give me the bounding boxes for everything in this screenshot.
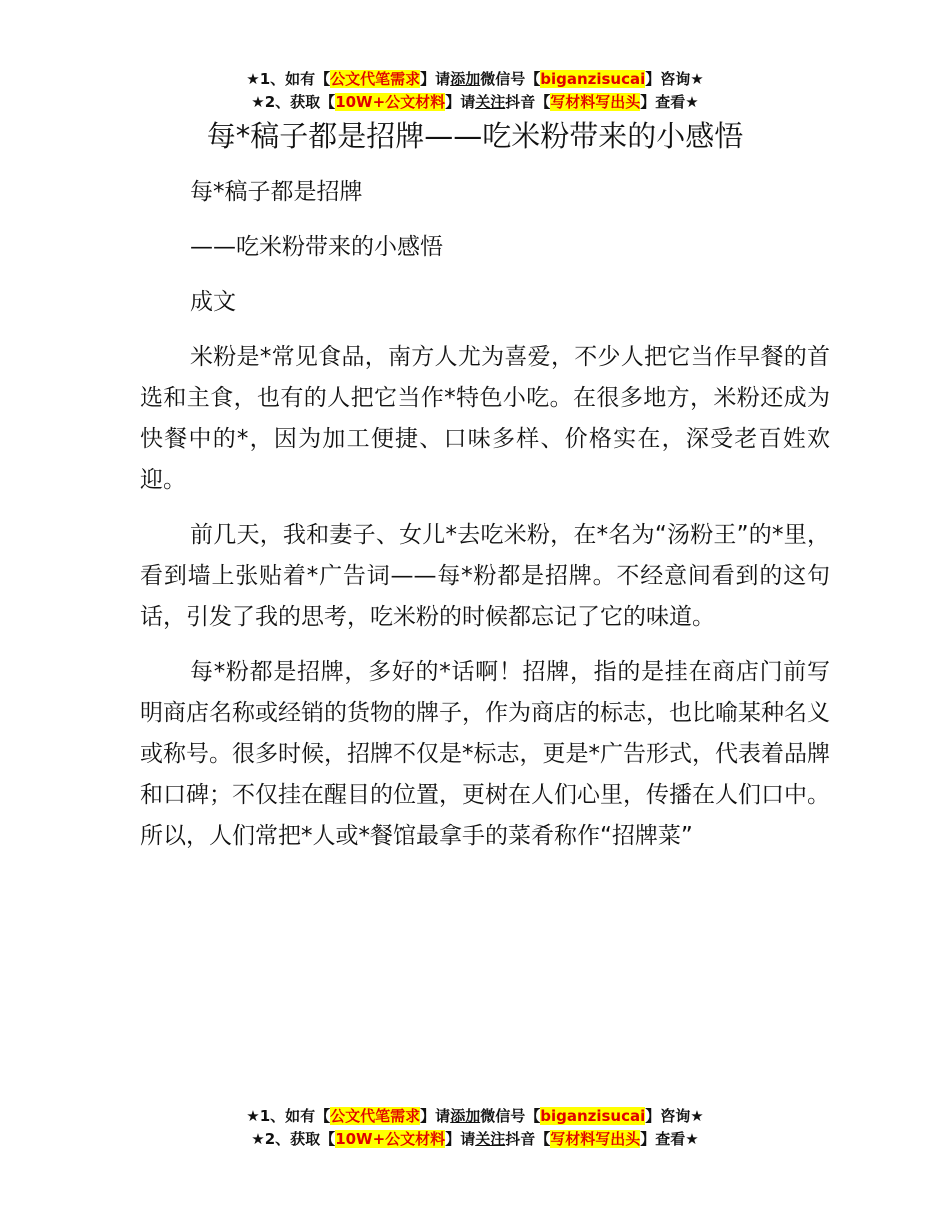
document-body [140, 172, 830, 871]
banner-text: ★1、如有【 [246, 1107, 331, 1125]
document-title: 每*稿子都是招牌——吃米粉带来的小感悟 [206, 119, 744, 153]
banner-underline-text: 关注 [475, 1130, 506, 1148]
banner-text: 】查看★ [640, 1130, 699, 1148]
banner-text: 微信号【 [480, 70, 541, 88]
banner-text: 】咨询★ [645, 1107, 704, 1125]
banner-line-2 [0, 91, 950, 114]
banner-text: 】请 [420, 70, 451, 88]
banner-highlight: 10W+公文材料 [335, 93, 446, 111]
footer-banner [0, 1105, 950, 1151]
banner-line-1 [0, 1105, 950, 1128]
document-subtitle: 每*稿子都是招牌 [190, 179, 363, 205]
body-paragraph: 前几天，我和妻子、女儿*去吃米粉，在*名为“汤粉王”的*里，看到墙上张贴着*广告词——每*粉都是招牌。不经意间看到的这句话，引发了我的思考，吃米粉的时候都忘记了它的味道。 [140, 522, 830, 630]
body-paragraph: 米粉是*常见食品，南方人尤为喜爱，不少人把它当作早餐的首选和主食，也有的人把它当作*特色小吃。在很多地方，米粉还成为快餐中的*，因为加工便捷、口味多样、价格实在，深受老百姓欢迎。 [140, 344, 830, 493]
banner-text: ★1、如有【 [246, 70, 331, 88]
banner-highlight: 公文代笔需求 [330, 70, 421, 88]
banner-line-1 [0, 68, 950, 91]
banner-highlight: 公文代笔需求 [330, 1107, 421, 1125]
banner-text: 微信号【 [480, 1107, 541, 1125]
banner-highlight: biganzisucai [540, 1107, 646, 1125]
body-paragraph: 每*粉都是招牌，多好的*话啊！招牌，指的是挂在商店门前写明商店名称或经销的货物的牌子，作为商店的标志，也比喻某种名义或称号。很多时候，招牌不仅是*标志，更是*广告形式，代表着品牌和口碑；不仅挂在醒目的位置，更树在人们心里，传播在人们口中。所以，人们常把*人或*餐馆最拿手的菜肴称作“招牌菜” [140, 659, 830, 849]
banner-text: 】查看★ [640, 93, 699, 111]
banner-underline-text: 添加 [450, 1107, 481, 1125]
banner-highlight: 写材料写出头 [550, 1130, 641, 1148]
banner-text: 】咨询★ [645, 70, 704, 88]
banner-text: 】请 [445, 1130, 476, 1148]
document-subtitle-secondary: ——吃米粉带来的小感悟 [190, 234, 443, 260]
banner-text: 】请 [420, 1107, 451, 1125]
banner-underline-text: 添加 [450, 70, 481, 88]
banner-text: ★2、获取【 [251, 93, 336, 111]
header-banner [0, 68, 950, 114]
banner-text: 抖音【 [505, 1130, 551, 1148]
banner-highlight: biganzisucai [540, 70, 646, 88]
banner-line-2 [0, 1128, 950, 1151]
banner-text: ★2、获取【 [251, 1130, 336, 1148]
banner-highlight: 写材料写出头 [550, 93, 641, 111]
banner-text: 】请 [445, 93, 476, 111]
banner-highlight: 10W+公文材料 [335, 1130, 446, 1148]
document-author: 成文 [190, 289, 236, 315]
banner-text: 抖音【 [505, 93, 551, 111]
banner-underline-text: 关注 [475, 93, 506, 111]
